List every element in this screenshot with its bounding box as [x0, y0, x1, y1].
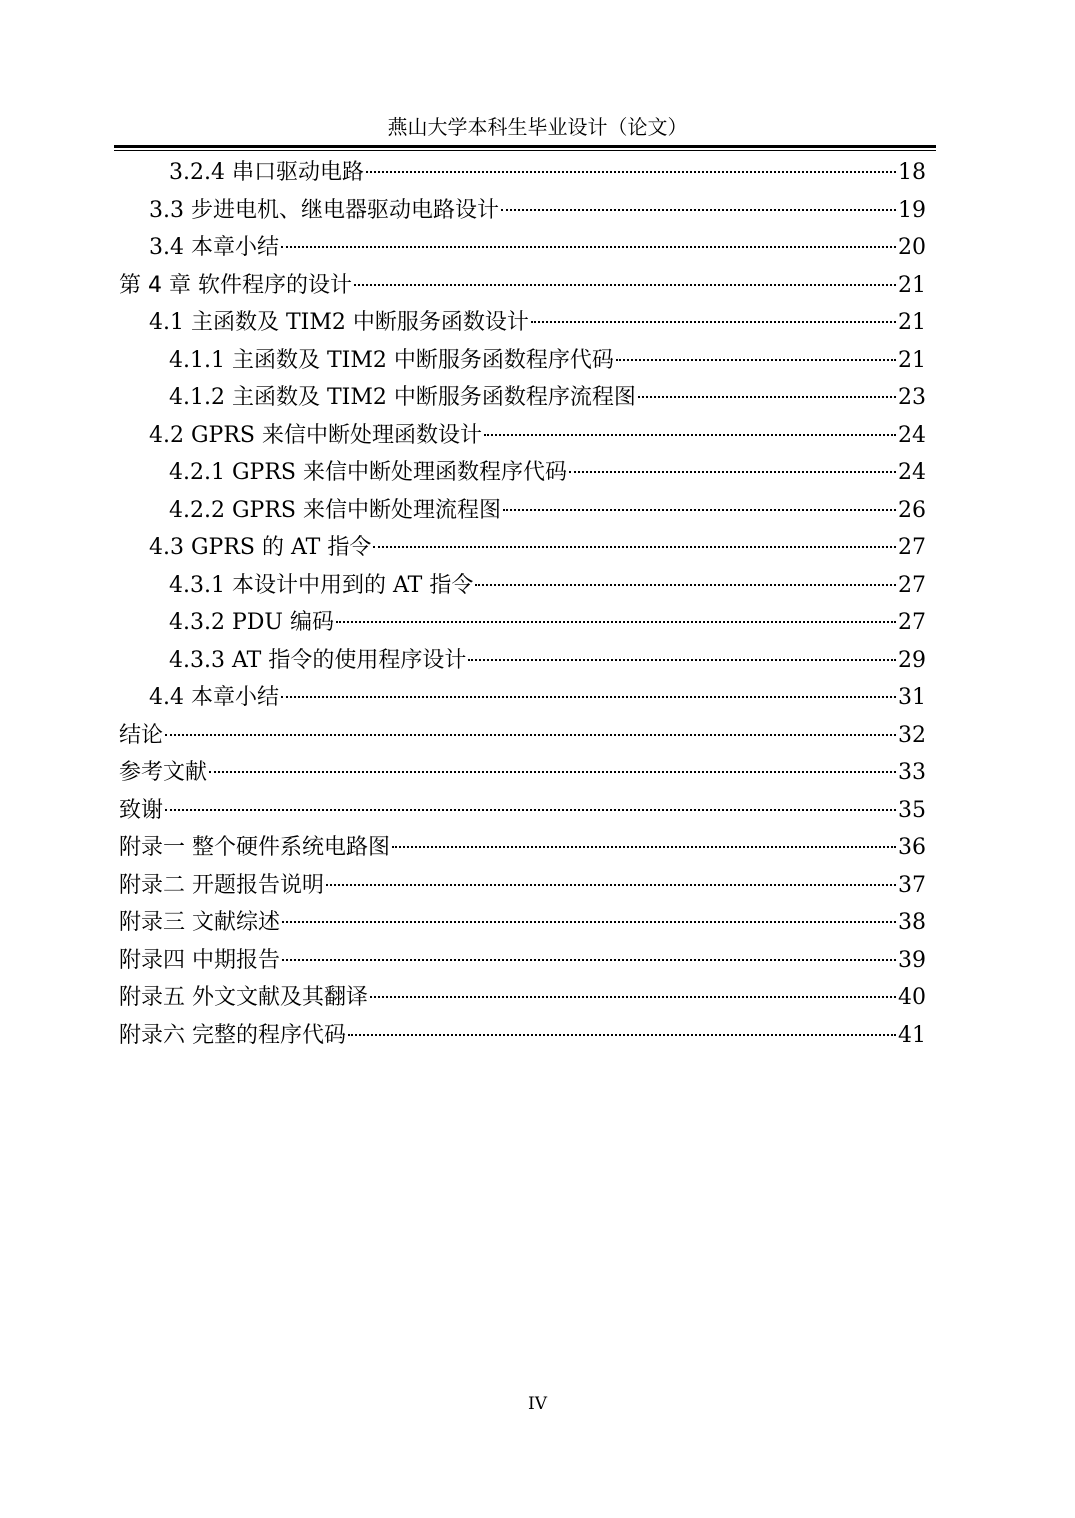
toc-dot-leader: [336, 621, 896, 623]
toc-entry-label: 4.3 GPRS 的 AT 指令: [149, 535, 372, 560]
toc-dot-leader: [165, 809, 896, 811]
toc-entry[interactable]: [119, 904, 926, 941]
toc-dot-leader: [326, 884, 896, 886]
toc-dot-leader: [165, 734, 896, 736]
toc-entry-page-number: 24: [898, 422, 926, 448]
header-rule-thick: [114, 145, 936, 148]
toc-entry-page-number: 29: [898, 647, 926, 673]
toc-dot-leader: [569, 471, 896, 473]
toc-entry[interactable]: [169, 604, 926, 641]
toc-entry-page-number: 18: [898, 160, 926, 185]
toc-entry-label: 4.2.1 GPRS 来信中断处理函数程序代码: [169, 460, 567, 485]
toc-entry-label: 4.3.3 AT 指令的使用程序设计: [169, 647, 467, 673]
toc-entry-page-number: 41: [898, 1022, 926, 1048]
toc-entry[interactable]: [119, 979, 926, 1016]
toc-entry[interactable]: [149, 417, 926, 454]
toc-entry[interactable]: [119, 717, 926, 754]
toc-entry-page-number: 26: [898, 497, 926, 523]
toc-entry-label: 4.2 GPRS 来信中断处理函数设计: [149, 422, 482, 448]
toc-entry-label: 附录二 开题报告说明: [119, 872, 324, 898]
toc-entry-label: 结论: [119, 722, 164, 748]
toc-entry-label: 4.4 本章小结: [149, 685, 279, 710]
toc-entry-page-number: 31: [898, 685, 926, 710]
toc-entry-page-number: 32: [898, 722, 926, 748]
toc-entry-page-number: 24: [898, 460, 926, 485]
toc-entry[interactable]: [149, 192, 926, 229]
toc-dot-leader: [282, 921, 896, 923]
toc-entry-page-number: 35: [898, 797, 926, 823]
toc-entry-label: 3.3 步进电机、继电器驱动电路设计: [149, 197, 499, 223]
toc-dot-leader: [616, 359, 896, 361]
toc-entry-page-number: 40: [898, 985, 926, 1010]
toc-entry[interactable]: [169, 154, 926, 191]
toc-entry[interactable]: [149, 304, 926, 341]
toc-entry[interactable]: [169, 379, 926, 416]
header-rule-thin: [114, 150, 936, 151]
toc-entry[interactable]: [119, 754, 926, 791]
toc-entry[interactable]: [169, 567, 926, 604]
toc-entry-page-number: 21: [898, 272, 926, 298]
toc-entry-label: 4.3.1 本设计中用到的 AT 指令: [169, 572, 474, 598]
toc-entry-label: 附录六 完整的程序代码: [119, 1022, 346, 1048]
toc-entry-label: 3.4 本章小结: [149, 235, 279, 260]
toc-dot-leader: [468, 659, 896, 661]
toc-entry[interactable]: [119, 792, 926, 829]
toc-entry-page-number: 39: [898, 947, 926, 973]
toc-entry-page-number: 38: [898, 910, 926, 935]
toc-dot-leader: [531, 321, 896, 323]
toc-entry[interactable]: [149, 529, 926, 566]
toc-entry[interactable]: [169, 492, 926, 529]
toc-entry-label: 4.2.2 GPRS 来信中断处理流程图: [169, 497, 501, 523]
toc-entry[interactable]: [169, 454, 926, 491]
toc-dot-leader: [281, 696, 896, 698]
toc-entry-page-number: 37: [898, 872, 926, 898]
toc-entry-label: 4.1 主函数及 TIM2 中断服务函数设计: [149, 310, 529, 335]
toc-dot-leader: [373, 546, 896, 548]
toc-entry-page-number: 27: [898, 572, 926, 598]
toc-entry-label: 致谢: [119, 797, 164, 823]
toc-dot-leader: [281, 246, 896, 248]
toc-entry-label: 4.1.2 主函数及 TIM2 中断服务函数程序流程图: [169, 385, 636, 410]
page-number: IV: [528, 1394, 547, 1414]
toc-entry-label: 参考文献: [119, 760, 208, 785]
page-header: 燕山大学本科生毕业设计（论文）: [387, 115, 688, 139]
toc-entry-label: 第 4 章 软件程序的设计: [119, 272, 352, 298]
toc-entry-page-number: 27: [898, 535, 926, 560]
toc-dot-leader: [366, 171, 896, 173]
toc-entry-page-number: 23: [898, 385, 926, 410]
toc-dot-leader: [501, 209, 896, 211]
toc-entry[interactable]: [119, 267, 926, 304]
toc-entry-label: 附录五 外文文献及其翻译: [119, 985, 368, 1010]
toc-dot-leader: [475, 584, 896, 586]
toc-entry-page-number: 33: [898, 760, 926, 785]
toc-entry-page-number: 36: [898, 835, 926, 860]
toc-entry-page-number: 20: [898, 235, 926, 260]
toc-entry[interactable]: [149, 229, 926, 266]
toc-dot-leader: [484, 434, 896, 436]
toc-dot-leader: [354, 284, 896, 286]
toc-entry-page-number: 27: [898, 610, 926, 635]
toc-dot-leader: [503, 509, 896, 511]
toc-entry-label: 4.3.2 PDU 编码: [169, 610, 334, 635]
toc-entry[interactable]: [149, 679, 926, 716]
toc-entry-label: 附录一 整个硬件系统电路图: [119, 835, 390, 860]
toc-entry[interactable]: [119, 942, 926, 979]
toc-dot-leader: [638, 396, 896, 398]
toc-entry-page-number: 19: [898, 197, 926, 223]
toc-entry[interactable]: [119, 1017, 926, 1054]
toc-entry-label: 3.2.4 串口驱动电路: [169, 160, 364, 185]
toc-dot-leader: [282, 959, 896, 961]
toc-entry[interactable]: [169, 342, 926, 379]
toc-entry-page-number: 21: [898, 310, 926, 335]
toc-entry[interactable]: [169, 642, 926, 679]
toc-entry-label: 4.1.1 主函数及 TIM2 中断服务函数程序代码: [169, 347, 614, 373]
toc-dot-leader: [370, 996, 896, 998]
toc-entry[interactable]: [119, 867, 926, 904]
toc-dot-leader: [209, 771, 896, 773]
toc-dot-leader: [348, 1034, 896, 1036]
toc-entry-page-number: 21: [898, 347, 926, 373]
toc-entry-label: 附录四 中期报告: [119, 947, 280, 973]
toc-dot-leader: [392, 846, 896, 848]
toc-entry-label: 附录三 文献综述: [119, 910, 280, 935]
toc-entry[interactable]: [119, 829, 926, 866]
